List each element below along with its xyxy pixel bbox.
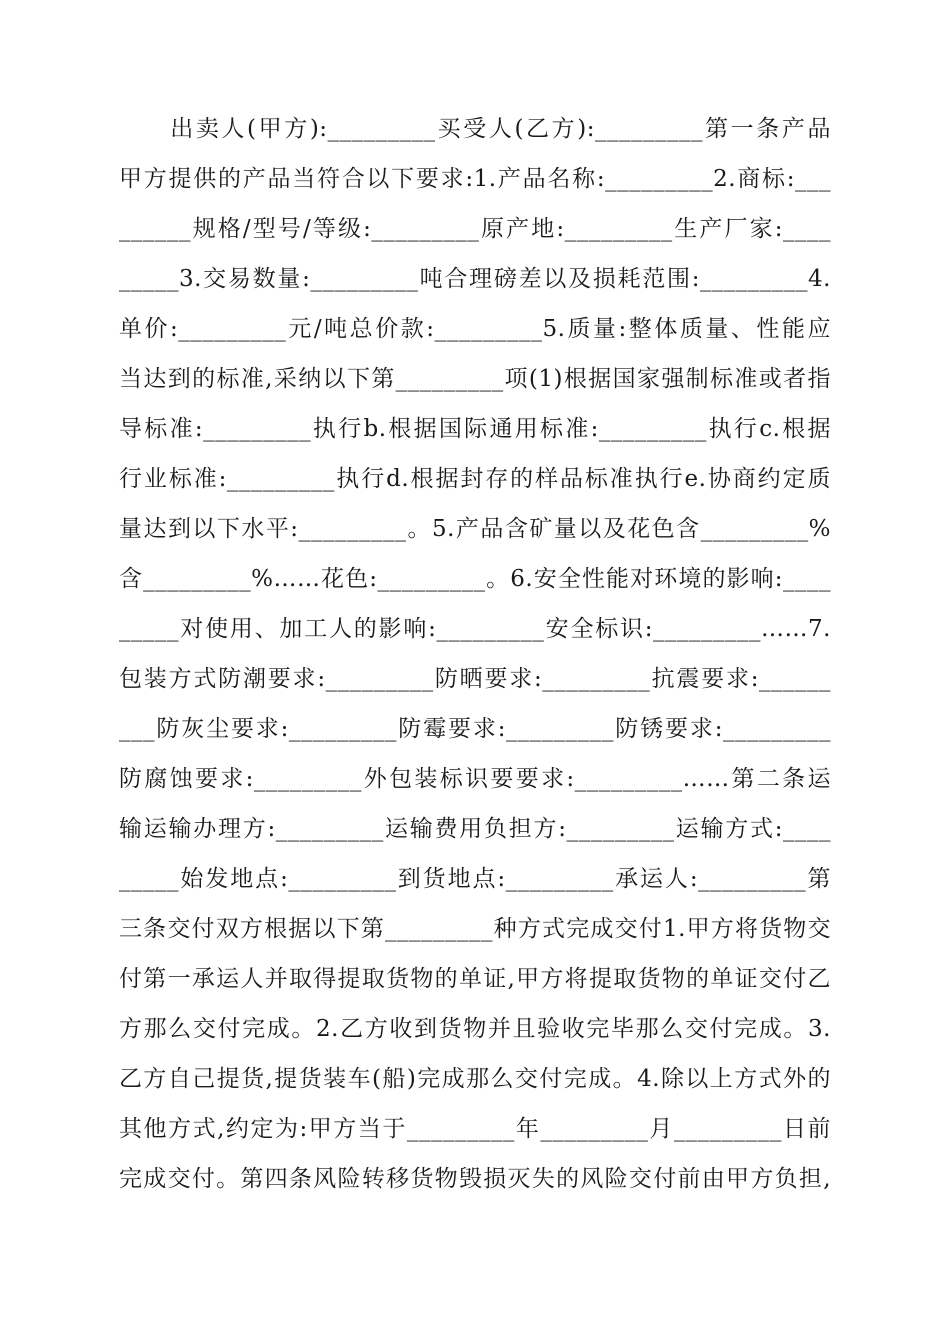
text-line-14: 防腐蚀要求:_________外包装标识要要求:_________……第二条运 (119, 766, 831, 792)
text-line-2: 甲方提供的产品当符合以下要求:1.产品名称:_________2.商标:___ (119, 166, 831, 192)
text-line-3: ______规格/型号/等级:_________原产地:_________生产厂家:____ (119, 216, 831, 242)
text-line-7: 导标准:_________执行b.根据国际通用标准:_________执行c.根据 (119, 416, 831, 442)
text-line-5: 单价:_________元/吨总价款:_________5.质量:整体质量、性能应 (119, 316, 831, 342)
text-line-15: 输运输办理方:_________运输费用负担方:_________运输方式:____ (119, 816, 831, 842)
text-line-8: 行业标准:_________执行d.根据封存的样品标准执行e.协商约定质 (119, 466, 831, 492)
text-line-22: 完成交付。第四条风险转移货物毁损灭失的风险交付前由甲方负担, (119, 1166, 831, 1192)
text-line-1: 出卖人(甲方):_________买受人(乙方):_________第一条产品 (119, 116, 831, 142)
text-line-6: 当达到的标准,采纳以下第_________项(1)根据国家强制标准或者指 (119, 366, 831, 392)
contract-body (119, 104, 831, 1204)
text-line-20: 乙方自己提货,提货装车(船)完成那么交付完成。4.除以上方式外的 (119, 1066, 831, 1092)
text-line-18: 付第一承运人并取得提取货物的单证,甲方将提取货物的单证交付乙 (119, 966, 831, 992)
text-line-17: 三条交付双方根据以下第_________种方式完成交付1.甲方将货物交 (119, 916, 831, 942)
text-line-12: 包装方式防潮要求:_________防晒要求:_________抗震要求:______ (119, 666, 831, 692)
text-line-16: _____始发地点:_________到货地点:_________承运人:_________第 (119, 866, 831, 892)
text-line-21: 其他方式,约定为:甲方当于_________年_________月_________日前 (119, 1116, 831, 1142)
text-line-11: _____对使用、加工人的影响:_________安全标识:_________……7. (119, 616, 831, 642)
text-line-13: ___防灰尘要求:_________防霉要求:_________防锈要求:_________ (119, 716, 831, 742)
text-line-9: 量达到以下水平:_________。5.产品含矿量以及花色含_________% (119, 516, 831, 542)
text-line-19: 方那么交付完成。2.乙方收到货物并且验收完毕那么交付完成。3. (119, 1016, 831, 1042)
text-line-4: _____3.交易数量:_________吨合理磅差以及损耗范围:_________4. (119, 266, 831, 292)
text-line-10: 含_________%……花色:_________。6.安全性能对环境的影响:____ (119, 566, 831, 592)
